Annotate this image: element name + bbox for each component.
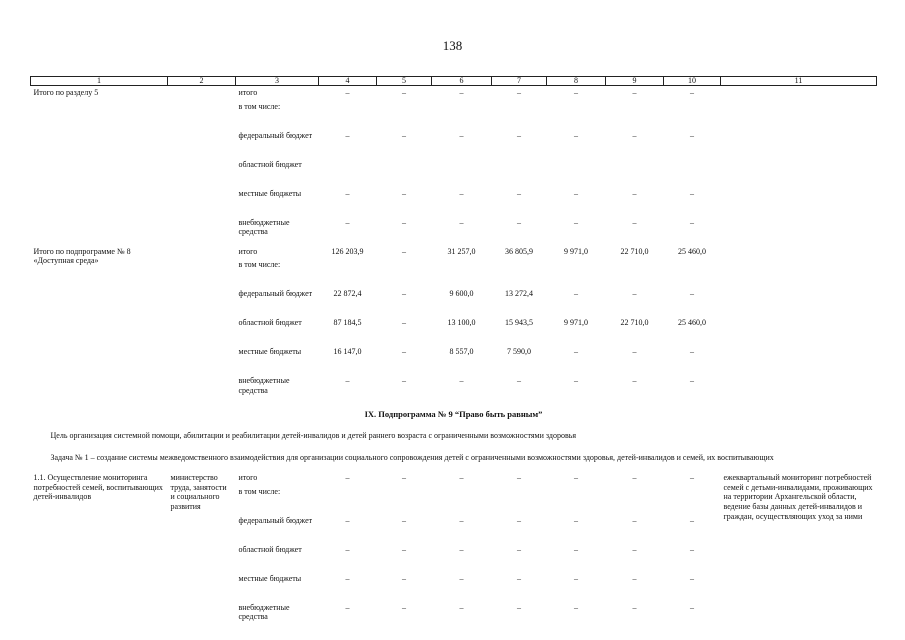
value-cell: – (517, 573, 521, 583)
value-cell: – (517, 130, 521, 140)
column-header: 1 (31, 77, 168, 86)
value-cell: – (345, 376, 350, 386)
funding-source: областной бюджет (238, 159, 302, 169)
funding-source: в том числе: (238, 101, 281, 111)
value-cell (377, 485, 432, 514)
value-cell: – (574, 376, 578, 386)
funding-source: областной бюджет (238, 318, 302, 328)
value-cell: – (574, 289, 578, 299)
value-cell (319, 100, 377, 129)
row-label: Итого по разделу 5 (33, 88, 99, 97)
value-cell: – (402, 246, 406, 256)
funding-source: местные бюджеты (238, 347, 302, 357)
value-cell: – (632, 376, 637, 386)
funding-source: внебюджетные средства (238, 217, 290, 237)
value-cell: – (574, 544, 578, 554)
value-cell: 22 872,4 (333, 289, 362, 299)
value-cell: – (402, 217, 406, 227)
value-cell: – (632, 515, 637, 525)
value-cell: 16 147,0 (333, 347, 362, 357)
funding-source: итого (238, 473, 258, 483)
value-cell: – (517, 217, 521, 227)
table-row (31, 86, 877, 100)
value-cell: – (345, 473, 350, 483)
value-cell: – (459, 515, 464, 525)
value-cell (492, 258, 547, 287)
value-cell: 25 460,0 (678, 318, 706, 328)
column-header: 9 (606, 77, 664, 86)
value-cell: – (690, 217, 694, 227)
value-cell (377, 158, 432, 187)
value-cell (547, 158, 606, 187)
value-cell: 9 971,0 (564, 318, 588, 328)
value-cell: – (632, 544, 637, 554)
budget-table (30, 76, 877, 630)
result-cell: ежеквартальный мониторинг потребностей семей с детьми-инвалидами, проживающих на территории Архангельской области, ведение базы данных детей-инвалидов и граждан, осуществляющих уход за ними (723, 473, 873, 521)
column-header: 8 (547, 77, 606, 86)
funding-source: местные бюджеты (238, 188, 302, 198)
value-cell: – (690, 544, 694, 554)
funding-source: федеральный бюджет (238, 515, 313, 525)
value-cell: 9 971,0 (564, 246, 588, 256)
funding-source: внебюджетные средства (238, 376, 290, 395)
value-cell: – (345, 188, 350, 198)
value-cell (432, 258, 492, 287)
value-cell (547, 485, 606, 514)
value-cell: – (345, 544, 350, 554)
value-cell: – (690, 473, 694, 483)
value-cell: 36 805,9 (505, 246, 533, 256)
funding-source: в том числе: (238, 486, 281, 496)
value-cell: – (345, 515, 350, 525)
value-cell: 31 257,0 (447, 246, 476, 256)
value-cell: – (345, 602, 350, 612)
column-header: 7 (492, 77, 547, 86)
value-cell: 126 203,9 (331, 246, 364, 256)
row-label: 1.1. Осуществление мониторинга потребностей семей, воспитывающих детей-инвалидов (33, 473, 163, 502)
executor-cell: министерство труда, занятости и социального развития (170, 473, 227, 511)
budget-table-sheet (30, 76, 876, 630)
value-cell: – (459, 88, 464, 97)
table-row (31, 245, 877, 259)
value-cell: – (459, 602, 464, 612)
funding-source: итого (238, 88, 258, 97)
value-cell: 22 710,0 (620, 246, 649, 256)
value-cell: – (632, 289, 637, 299)
value-cell (319, 158, 377, 187)
value-cell: – (402, 130, 406, 140)
funding-source: областной бюджет (238, 544, 302, 554)
value-cell: 7 590,0 (507, 347, 531, 357)
value-cell: – (632, 347, 637, 357)
value-cell: – (574, 573, 578, 583)
section-title: IX. Подпрограмма № 9 “Право быть равным” (364, 409, 543, 420)
column-header: 11 (721, 77, 877, 86)
value-cell: – (517, 515, 521, 525)
value-cell: – (345, 217, 350, 227)
value-cell: 25 460,0 (678, 246, 706, 256)
value-cell (606, 258, 664, 287)
value-cell: – (574, 602, 578, 612)
value-cell: – (402, 318, 406, 328)
value-cell: – (690, 573, 694, 583)
value-cell: – (690, 188, 694, 198)
value-cell: – (345, 130, 350, 140)
value-cell: – (517, 188, 521, 198)
value-cell: 13 272,4 (505, 289, 533, 299)
value-cell: – (402, 88, 406, 97)
funding-source: федеральный бюджет (238, 130, 313, 140)
value-cell: – (459, 544, 464, 554)
value-cell: – (459, 473, 464, 483)
result-cell (721, 245, 877, 404)
value-cell: – (574, 88, 578, 97)
value-cell: – (517, 376, 521, 386)
goal-row (31, 427, 877, 449)
value-cell: – (632, 130, 637, 140)
funding-source: итого (238, 246, 258, 256)
value-cell: – (402, 473, 406, 483)
value-cell (606, 100, 664, 129)
value-cell: – (459, 130, 464, 140)
value-cell: – (690, 289, 694, 299)
funding-source: в том числе: (238, 260, 281, 270)
value-cell: – (517, 602, 521, 612)
value-cell (319, 258, 377, 287)
value-cell: – (402, 347, 406, 357)
page-number: 138 (442, 38, 463, 53)
value-cell: – (345, 88, 350, 97)
value-cell (547, 258, 606, 287)
column-header: 10 (664, 77, 721, 86)
value-cell: – (632, 473, 637, 483)
value-cell: – (459, 217, 464, 227)
value-cell: – (402, 289, 406, 299)
value-cell (606, 158, 664, 187)
value-cell: – (517, 88, 521, 97)
column-number-header (31, 77, 877, 86)
value-cell: – (632, 217, 637, 227)
value-cell (492, 100, 547, 129)
value-cell: – (632, 88, 637, 97)
column-header: 2 (168, 77, 236, 86)
value-cell: – (632, 188, 637, 198)
section-heading-row (31, 403, 877, 427)
value-cell (377, 258, 432, 287)
value-cell (664, 258, 721, 287)
value-cell: – (402, 544, 406, 554)
column-header: 3 (236, 77, 319, 86)
result-cell (721, 86, 877, 245)
value-cell (319, 485, 377, 514)
value-cell: 15 943,5 (505, 318, 533, 328)
value-cell: – (574, 347, 578, 357)
value-cell: – (517, 544, 521, 554)
value-cell (547, 100, 606, 129)
value-cell: – (574, 515, 578, 525)
table-row (31, 471, 877, 485)
value-cell: – (459, 573, 464, 583)
value-cell: – (690, 376, 694, 386)
row-label: Итого по подпрограмме № 8 «Доступная среда» (33, 246, 131, 266)
value-cell: – (517, 473, 521, 483)
value-cell (492, 158, 547, 187)
value-cell: – (690, 88, 694, 97)
value-cell: 9 600,0 (449, 289, 474, 299)
value-cell: – (632, 602, 637, 612)
value-cell: – (402, 573, 406, 583)
value-cell: – (690, 602, 694, 612)
funding-source: местные бюджеты (238, 573, 302, 583)
value-cell: – (574, 130, 578, 140)
value-cell: – (402, 188, 406, 198)
value-cell: – (402, 515, 406, 525)
task-row (31, 449, 877, 471)
goal-text: Цель организация системной помощи, абилитации и реабилитации детей-инвалидов и детей раннего возраста с ограниченными возможностями здоровья (50, 431, 577, 441)
value-cell: – (574, 188, 578, 198)
value-cell: – (459, 376, 464, 386)
executor-cell (168, 245, 236, 404)
value-cell: – (402, 376, 406, 386)
value-cell: 87 184,5 (333, 318, 362, 328)
value-cell: – (690, 347, 694, 357)
value-cell (664, 158, 721, 187)
funding-source: внебюджетные средства (238, 602, 290, 622)
value-cell (664, 485, 721, 514)
value-cell: – (459, 188, 464, 198)
value-cell (606, 485, 664, 514)
value-cell: 8 557,0 (449, 347, 474, 357)
executor-cell (168, 86, 236, 245)
value-cell (432, 485, 492, 514)
value-cell: – (690, 515, 694, 525)
value-cell: – (574, 473, 578, 483)
funding-source: федеральный бюджет (238, 289, 313, 299)
column-header: 6 (432, 77, 492, 86)
value-cell (432, 158, 492, 187)
task-text: Задача № 1 – создание системы межведомственного взаимодействия для организации социального сопровождения детей с ограниченными возможностями здоровья, детей-инвалидов и семей, их воспитывающих (50, 453, 774, 463)
value-cell: 22 710,0 (620, 318, 649, 328)
value-cell (664, 100, 721, 129)
column-header: 4 (319, 77, 377, 86)
value-cell (377, 100, 432, 129)
value-cell: – (690, 130, 694, 140)
value-cell: – (632, 573, 637, 583)
value-cell (492, 485, 547, 514)
column-header: 5 (377, 77, 432, 86)
value-cell: – (574, 217, 578, 227)
value-cell (432, 100, 492, 129)
value-cell: 13 100,0 (447, 318, 476, 328)
value-cell: – (402, 602, 406, 612)
value-cell: – (345, 573, 350, 583)
